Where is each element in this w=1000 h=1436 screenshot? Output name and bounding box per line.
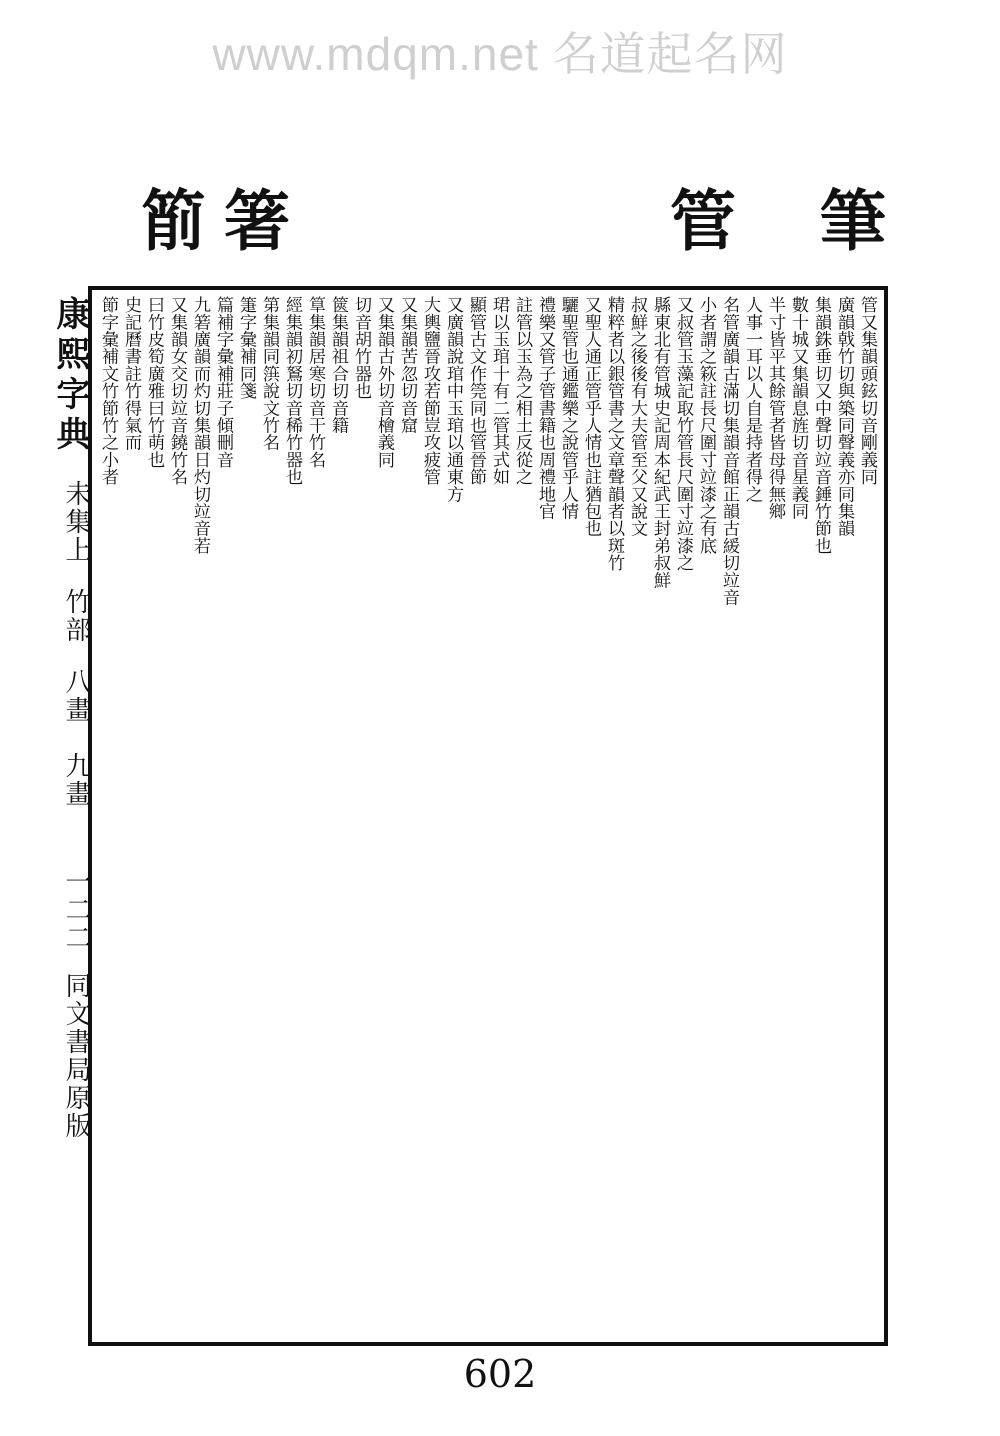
text-column: 註管以玉為之相土反從之 <box>512 296 532 486</box>
seal-script-left <box>140 168 294 260</box>
text-column: 小者謂之篍註長尺圍寸竝漆之有底 <box>696 296 716 554</box>
text-column: 又廣韻說琯中玉琯以通東方 <box>443 296 463 503</box>
text-column: 禮樂又管子管書籍也周禮地官 <box>535 296 555 520</box>
text-column: 曰竹皮筍廣雅曰竹萌也 <box>144 296 164 468</box>
text-column: 九箬廣韻而灼切集韻日灼切竝音若 <box>190 296 210 554</box>
stroke-label: 八畫 九畫 <box>61 668 91 808</box>
text-column: 人事一耳以人自是持者得之 <box>742 296 762 503</box>
dictionary-text-panel <box>88 286 888 1346</box>
dictionary-title: 康熙字典 <box>50 296 90 456</box>
seal-glyph: 箸 <box>224 182 294 260</box>
text-column: 又聖人通正管乎人情也註猶包也 <box>581 296 601 537</box>
text-column: 史記曆書註竹得氣而 <box>121 296 141 451</box>
radical-label: 竹部 <box>61 588 91 644</box>
watermark-text: www.mdqm.net 名道起名网 <box>212 28 788 80</box>
seal-glyph: 管 <box>670 182 740 260</box>
text-column: 精粹者以銀管書之文章聲韻者以斑竹 <box>604 296 624 572</box>
text-column: 篇補字彙補莊子傾刪音 <box>213 296 233 468</box>
text-column: 第集韻同篊說文竹名 <box>259 296 279 451</box>
text-column: 名管廣韻古滿切集韻音館正韻古緩切竝音 <box>719 296 739 606</box>
text-column: 又集韻女交切竝音鐃竹名 <box>167 296 187 486</box>
text-column: 節字彙補文竹節竹之小者 <box>98 296 118 486</box>
text-column: 切音胡竹器也 <box>351 296 371 400</box>
text-column: 半寸皆平其餘管者皆母得無鄉 <box>765 296 785 520</box>
text-column: 又叔管玉藻記取竹管長尺圍寸竝漆之 <box>673 296 693 572</box>
seal-glyph: 箾 <box>140 182 210 260</box>
text-column: 驪聖管也通鑑樂之說管乎人情 <box>558 296 578 520</box>
page-index-label: 一二二 <box>61 868 91 952</box>
seal-script-right <box>670 168 890 260</box>
text-column: 顯管古文作筦同也管晉節 <box>466 296 486 486</box>
text-column: 珺以玉琯十有二管其式如 <box>489 296 509 486</box>
text-column: 廣韻戟竹切與築同聲義亦同集韻 <box>834 296 854 537</box>
text-column: 管又集韻頭鉉切音剛義同 <box>857 296 877 486</box>
seal-glyph: 筆 <box>820 182 890 260</box>
text-column: 縣東北有管城史記周本紀武王封弟叔鮮 <box>650 296 670 589</box>
text-columns <box>98 296 878 1336</box>
text-column: 大輿鹽晉攻若節豈攻疲管 <box>420 296 440 486</box>
text-column: 又集韻古外切音檜義同 <box>374 296 394 468</box>
text-column: 數十城又集韻息旌切音星義同 <box>788 296 808 520</box>
publisher-label: 同文書局原版 <box>61 972 91 1140</box>
volume-label: 未集上 <box>61 480 91 564</box>
text-column: 經集韻初鴑切音稀竹器也 <box>282 296 302 486</box>
text-column: 集韻銖垂切又中聲切竝音錘竹節也 <box>811 296 831 554</box>
text-column: 篋集韻祖合切音籍 <box>328 296 348 434</box>
text-column: 又集韻苦忽切音窟 <box>397 296 417 434</box>
text-column: 箑字彙補同箋 <box>236 296 256 400</box>
text-column: 叔鮮之後後有大夫管至父又說文 <box>627 296 647 537</box>
page-number: 602 <box>463 1352 537 1396</box>
text-column: 筸集韻居寒切音干竹名 <box>305 296 325 468</box>
